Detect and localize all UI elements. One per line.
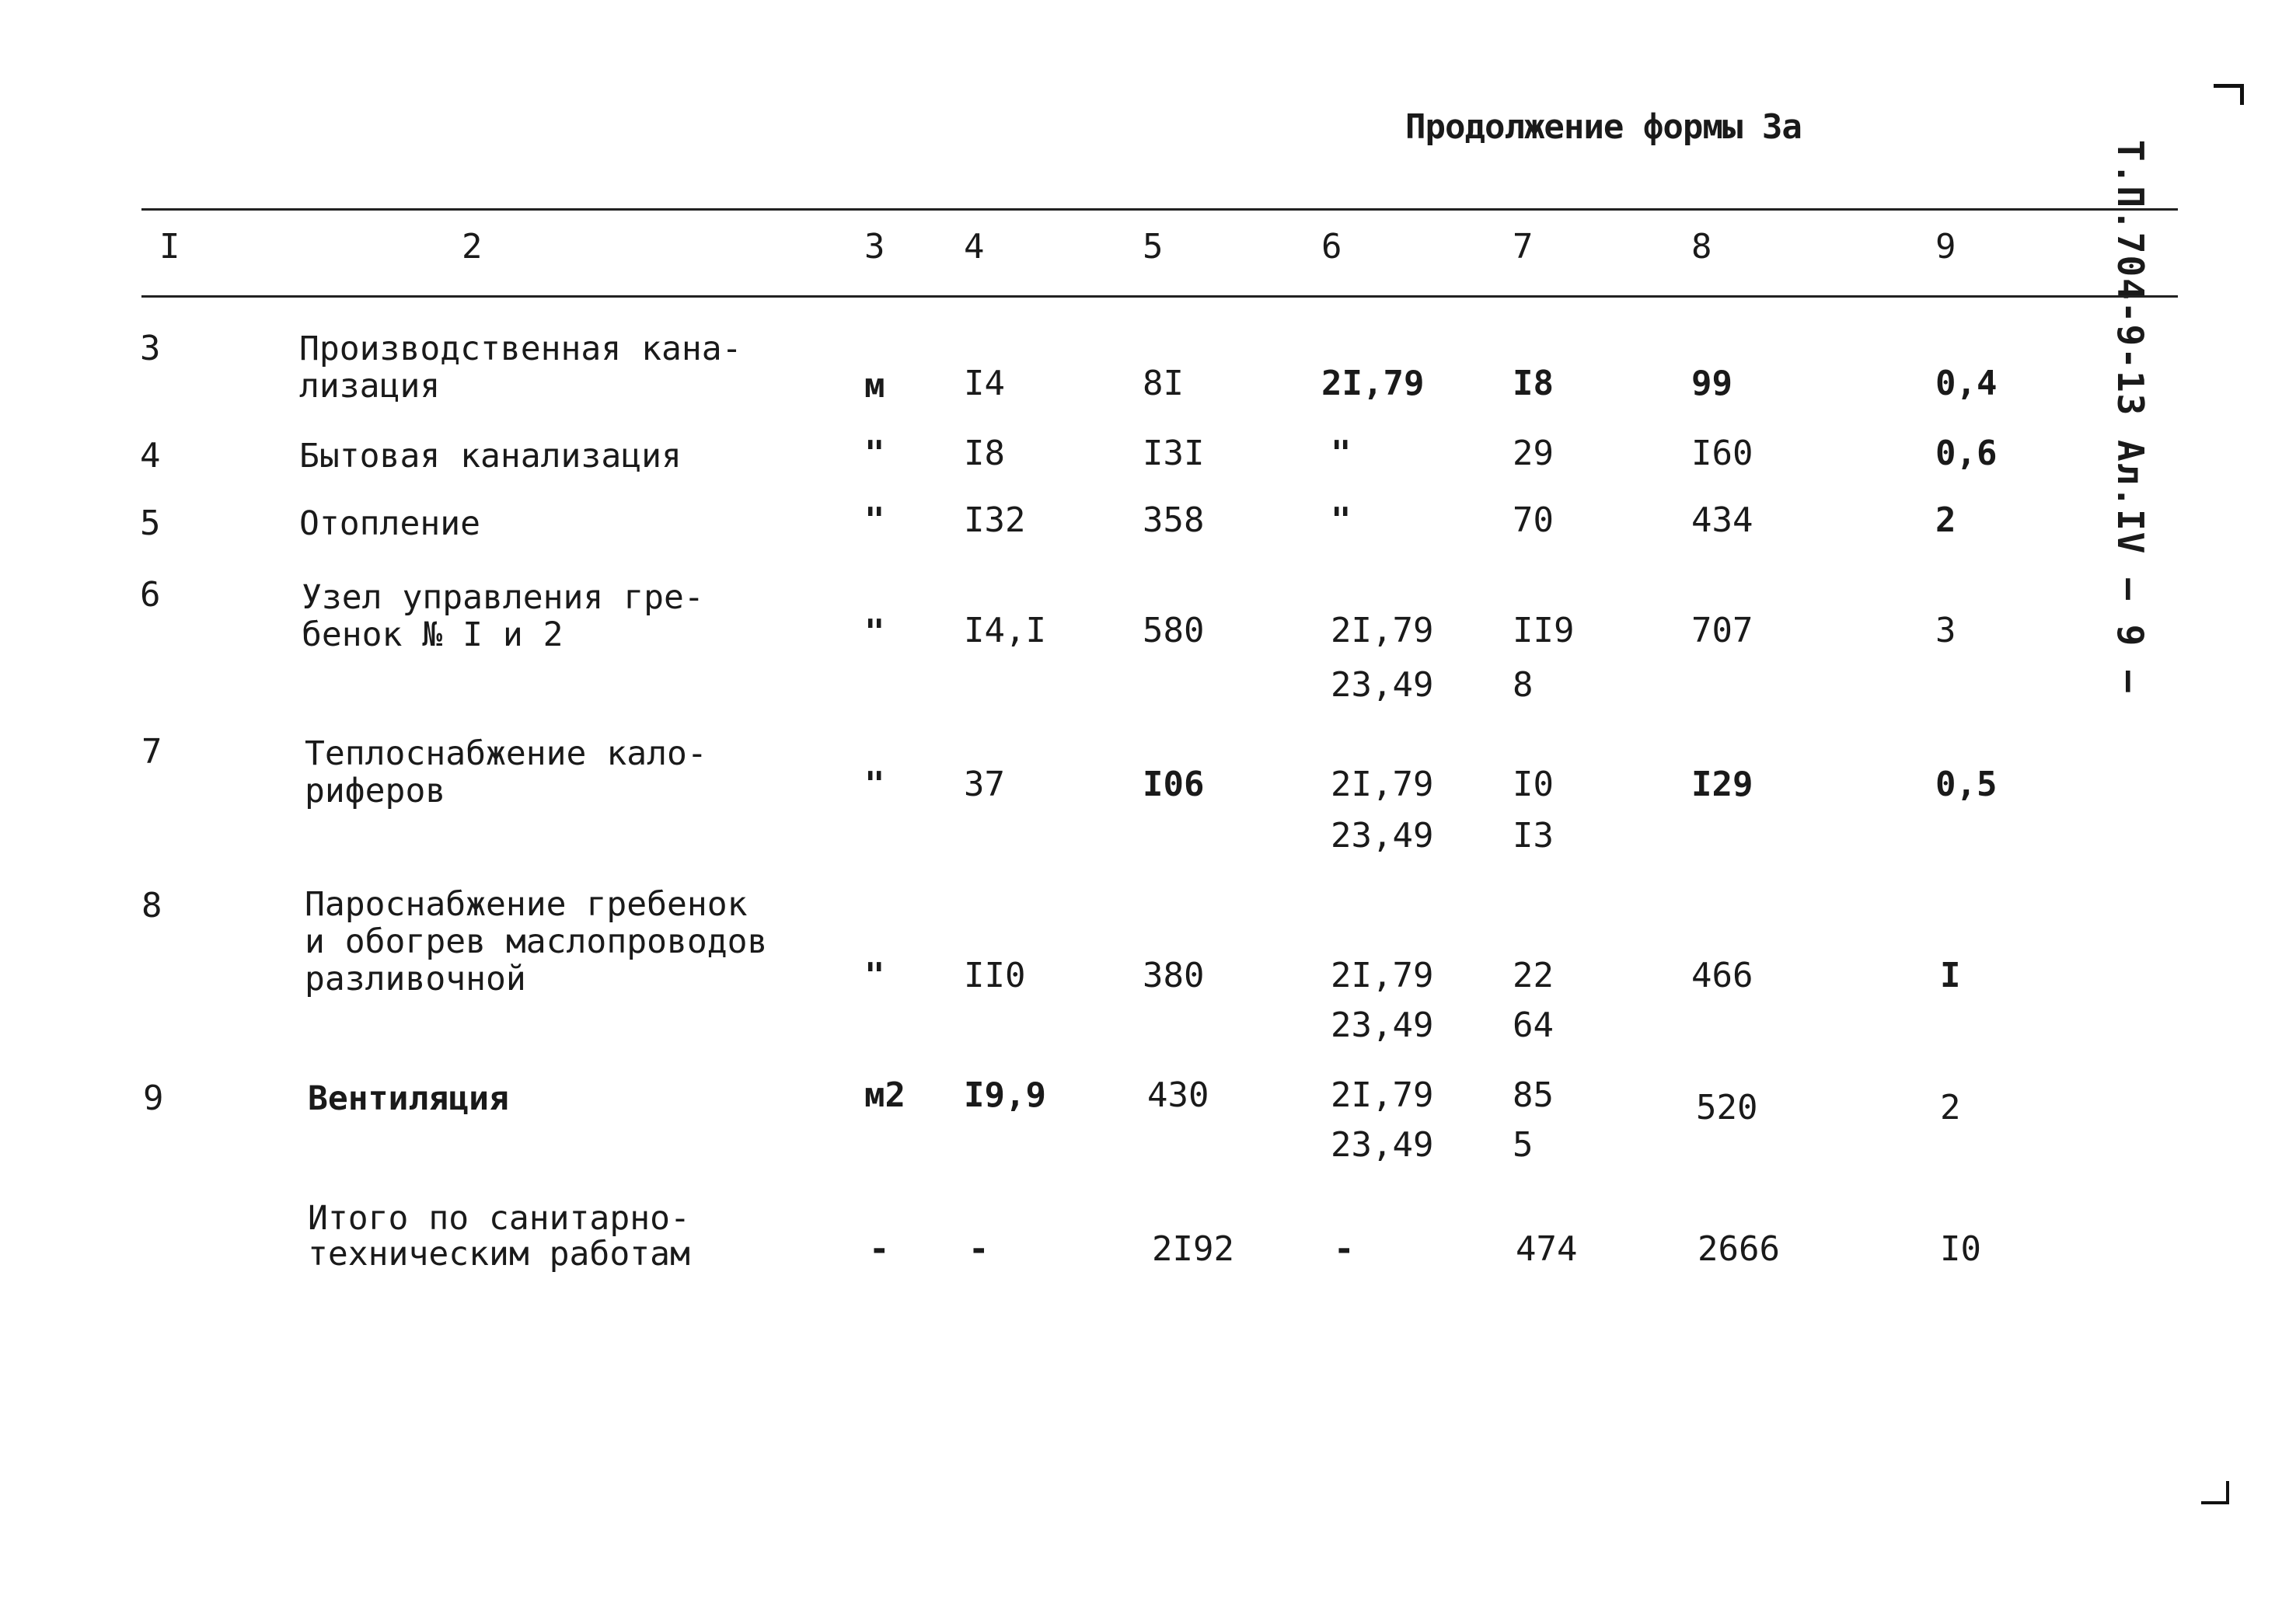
- col5-cell: 2I92: [1152, 1229, 1234, 1269]
- col6-cell: 2I,79: [1331, 765, 1434, 804]
- work-name-line: и обогрев маслопроводов: [305, 922, 768, 961]
- col5-cell: 380: [1143, 956, 1205, 995]
- row-number: 4: [140, 436, 161, 476]
- col9-cell: I: [1940, 956, 1961, 995]
- col7-cell: 8: [1513, 665, 1534, 705]
- col7-cell: II9: [1513, 611, 1575, 650]
- work-name-line: Бытовая канализация: [299, 437, 682, 476]
- col7-cell: I3: [1513, 816, 1554, 856]
- column-header: 7: [1513, 227, 1534, 267]
- col9-cell: 3: [1935, 611, 1956, 650]
- column-header: 6: [1321, 227, 1342, 267]
- col6-cell: ": [1331, 500, 1352, 540]
- col4-cell: I4: [964, 364, 1005, 403]
- col6-cell: -: [1334, 1229, 1355, 1269]
- unit-cell: ": [864, 612, 885, 652]
- work-name-line: Пароснабжение гребенок: [305, 885, 748, 924]
- col6-cell: 2I,79: [1331, 1075, 1434, 1115]
- col7-cell: 29: [1513, 434, 1554, 473]
- total-label-line: техническим работам: [308, 1235, 690, 1274]
- work-name-line: разливочной: [305, 960, 526, 998]
- col7-cell: 70: [1513, 500, 1554, 540]
- work-name-line: Вентиляция: [308, 1079, 509, 1118]
- col7-cell: 64: [1513, 1005, 1554, 1045]
- col4-cell: I9,9: [964, 1075, 1046, 1115]
- work-name-line: Теплоснабжение кало-: [305, 734, 707, 773]
- col7-cell: 474: [1516, 1229, 1578, 1269]
- col6-cell: 23,49: [1331, 816, 1434, 856]
- col6-cell: ": [1331, 434, 1352, 473]
- row-number: 5: [140, 504, 161, 543]
- col8-cell: I60: [1691, 434, 1753, 473]
- col6-cell: 23,49: [1331, 1125, 1434, 1165]
- col4-cell: I8: [964, 434, 1005, 473]
- table-header-rule: [141, 295, 2178, 298]
- row-number: 6: [140, 575, 161, 615]
- col6-cell: 23,49: [1331, 665, 1434, 705]
- col9-cell: I0: [1940, 1229, 1981, 1269]
- corner-mark-bottom-right: [2201, 1481, 2229, 1504]
- col4-cell: I32: [964, 500, 1026, 540]
- total-label-line: Итого по санитарно-: [308, 1199, 690, 1238]
- col9-cell: 0,5: [1935, 765, 1998, 804]
- column-header: 4: [964, 227, 985, 267]
- work-name-line: Отопление: [299, 504, 480, 543]
- row-number: 9: [143, 1079, 164, 1118]
- col7-cell: 5: [1513, 1125, 1534, 1165]
- unit-cell: ": [864, 765, 885, 804]
- col8-cell: 707: [1691, 611, 1753, 650]
- col6-cell: 2I,79: [1321, 364, 1425, 403]
- col9-cell: 2: [1940, 1088, 1961, 1127]
- work-name-line: Узел управления гре-: [302, 578, 704, 617]
- col9-cell: 0,4: [1935, 364, 1998, 403]
- unit-cell: ": [864, 500, 885, 540]
- col5-cell: 358: [1143, 500, 1205, 540]
- unit-cell: -: [869, 1229, 890, 1269]
- col4-cell: 37: [964, 765, 1005, 804]
- work-name-line: Производственная кана-: [299, 329, 742, 368]
- col8-cell: I29: [1691, 765, 1753, 804]
- column-header: I: [159, 227, 180, 267]
- unit-cell: м: [864, 366, 885, 406]
- col5-cell: I06: [1143, 765, 1205, 804]
- unit-cell: ": [864, 956, 885, 995]
- work-name-line: бенок № I и 2: [302, 615, 564, 654]
- row-number: 8: [141, 886, 162, 925]
- column-header: 8: [1691, 227, 1712, 267]
- col8-cell: 466: [1691, 956, 1753, 995]
- col9-cell: 2: [1935, 500, 1956, 540]
- col4-cell: -: [968, 1229, 989, 1269]
- col9-cell: 0,6: [1935, 434, 1998, 473]
- sheet-code-label: Т.П.704-9-13 Ал.IV — 9 —: [2109, 140, 2151, 694]
- col7-cell: I8: [1513, 364, 1554, 403]
- col8-cell: 520: [1696, 1088, 1758, 1127]
- column-header: 9: [1935, 227, 1956, 267]
- col8-cell: 2666: [1698, 1229, 1780, 1269]
- col4-cell: II0: [964, 956, 1026, 995]
- row-number: 7: [141, 732, 162, 772]
- unit-cell: ": [864, 434, 885, 473]
- work-name-line: риферов: [305, 772, 446, 810]
- col7-cell: I0: [1513, 765, 1554, 804]
- col6-cell: 2I,79: [1331, 611, 1434, 650]
- column-header: 5: [1143, 227, 1164, 267]
- col7-cell: 85: [1513, 1075, 1554, 1115]
- corner-mark-top-right: [2214, 84, 2244, 105]
- col5-cell: 8I: [1143, 364, 1184, 403]
- col8-cell: 434: [1691, 500, 1753, 540]
- col5-cell: 580: [1143, 611, 1205, 650]
- work-name-line: лизация: [299, 367, 441, 406]
- unit-cell: м2: [864, 1075, 905, 1115]
- page-title: Продолжение формы 3а: [1405, 107, 1802, 147]
- column-header: 3: [864, 227, 885, 267]
- row-number: 3: [140, 329, 161, 368]
- table-top-rule: [141, 208, 2178, 211]
- col7-cell: 22: [1513, 956, 1554, 995]
- col5-cell: I3I: [1143, 434, 1205, 473]
- col5-cell: 430: [1147, 1075, 1209, 1115]
- column-header: 2: [462, 227, 483, 267]
- col4-cell: I4,I: [964, 611, 1046, 650]
- col6-cell: 23,49: [1331, 1005, 1434, 1045]
- col6-cell: 2I,79: [1331, 956, 1434, 995]
- col8-cell: 99: [1691, 364, 1732, 403]
